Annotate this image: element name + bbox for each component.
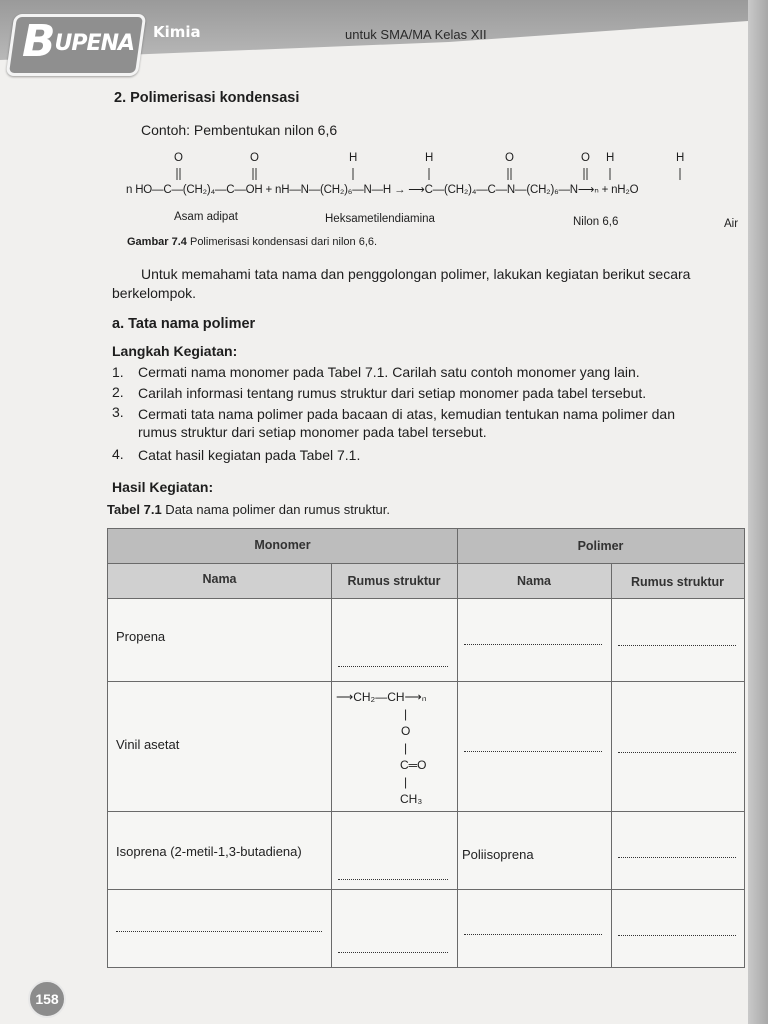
table-caption-label: Tabel 7.1 (107, 502, 162, 517)
row-line-1 (108, 598, 744, 599)
vinyl-bar-1: | (404, 707, 408, 721)
vinyl-bar-2: | (404, 741, 408, 755)
table-caption-text: Data nama polimer dan rumus struktur. (161, 502, 391, 517)
eq-h1: H (349, 152, 358, 164)
header-polimer-nama: Nama (516, 574, 552, 588)
row-3-polimer-rumus-blank[interactable] (618, 857, 736, 858)
header-monomer-nama: Nama (202, 572, 237, 586)
step-4-num: 4. (112, 446, 124, 462)
section-heading: 2. Polimerisasi kondensasi (114, 90, 300, 106)
eq-reaction-line: n HO—C—(CH₂)₄—C—OH + nH—N—(CH₂)₆—N—H → ⟶C—(CH₂)₄—C—N—(CH₂)₆—N⟶ₙ + nH₂O (126, 184, 639, 196)
step-3-text: Cermati tata nama polimer pada bacaan di atas, kemudian tentukan nama polimer dan (138, 406, 675, 422)
figure-caption-text: Polimerisasi kondensasi dari nilon 6,6. (186, 236, 378, 248)
subsection-heading: a. Tata nama polimer (112, 316, 256, 332)
row-line-header (108, 563, 744, 564)
row-line-2 (108, 681, 744, 682)
step-3-num: 3. (112, 404, 124, 420)
eq-o3: O (505, 152, 514, 164)
label-asam-adipat: Asam adipat (174, 211, 238, 223)
class-level: untuk SMA/MA Kelas XII (345, 27, 487, 42)
eq-o1: O (174, 152, 183, 164)
step-1-text: Cermati nama monomer pada Tabel 7.1. Carilah satu contoh monomer yang lain. (138, 364, 640, 380)
label-heksametilendiamina: Heksametilendiamina (325, 213, 435, 225)
row-3-polimer-name: Poliisoprena (462, 847, 534, 862)
row-2-polimer-name-blank[interactable] (464, 751, 602, 752)
intro-line-2: berkelompok. (112, 285, 197, 301)
row-1-rumus-blank[interactable] (338, 666, 448, 667)
step-2-text: Carilah informasi tentang rumus struktur dari setiap monomer pada tabel tersebut. (138, 385, 647, 401)
vinyl-bar-3: | (404, 775, 408, 789)
figure-caption (127, 236, 377, 248)
label-air: Air (724, 218, 739, 230)
polymer-table (107, 528, 745, 968)
bupena-logo: BUPENA (22, 16, 135, 67)
table-caption (107, 502, 390, 517)
langkah-heading: Langkah Kegiatan: (112, 343, 238, 359)
row-2-monomer-name: Vinil asetat (116, 737, 180, 752)
step-4-text: Catat hasil kegiatan pada Tabel 7.1. (138, 447, 361, 463)
row-4-polimer-rumus-blank[interactable] (618, 935, 736, 936)
hasil-heading: Hasil Kegiatan: (112, 479, 214, 495)
vinyl-ch3: CH₃ (400, 792, 423, 806)
logo-rest: UPENA (54, 31, 135, 56)
step-2-num: 2. (112, 384, 124, 400)
row-line-4 (108, 889, 744, 890)
header-monomer: Monomer (254, 538, 311, 552)
example-text: Contoh: Pembentukan nilon 6,6 (141, 122, 338, 138)
step-1-num: 1. (112, 364, 124, 380)
subject-title: Kimia (153, 23, 201, 41)
divider-col-1 (331, 563, 332, 967)
eq-h3: H (606, 152, 615, 164)
page-header (0, 0, 748, 76)
intro-line-1: Untuk memahami tata nama dan penggolongan polimer, lakukan kegiatan berikut secara (141, 266, 691, 282)
divider-groups (457, 529, 458, 967)
vinyl-acetate-structure (334, 689, 454, 808)
header-monomer-rumus: Rumus struktur (347, 574, 441, 588)
row-2-polimer-rumus-blank[interactable] (618, 752, 736, 753)
row-1-polimer-name-blank[interactable] (464, 644, 602, 645)
row-line-3 (108, 811, 744, 812)
vinyl-top: ⟶CH₂—CH⟶ₙ (336, 690, 427, 704)
header-polimer: Polimer (577, 539, 624, 553)
figure-caption-label: Gambar 7.4 (127, 236, 187, 248)
eq-o4: O (581, 152, 590, 164)
page-edge-shadow (748, 0, 768, 1024)
row-3-monomer-name: Isoprena (2-metil-1,3-butadiena) (116, 844, 302, 859)
eq-h4: H (676, 152, 685, 164)
label-nilon: Nilon 6,6 (573, 216, 619, 228)
row-4-monomer-name-blank[interactable] (116, 931, 322, 932)
eq-o2: O (250, 152, 259, 164)
vinyl-co: C═O (400, 758, 427, 772)
page-number: 158 (28, 980, 66, 1018)
row-4-rumus-blank[interactable] (338, 952, 448, 953)
row-4-polimer-name-blank[interactable] (464, 934, 602, 935)
step-3-text-cont: rumus struktur dari setiap monomer pada tabel tersebut. (138, 424, 487, 440)
eq-h2: H (425, 152, 434, 164)
row-1-monomer-name: Propena (116, 629, 166, 644)
divider-col-3 (611, 563, 612, 967)
row-3-rumus-blank[interactable] (338, 879, 448, 880)
vinyl-o: O (401, 724, 411, 738)
row-1-polimer-rumus-blank[interactable] (618, 645, 736, 646)
header-polimer-rumus: Rumus struktur (630, 575, 725, 589)
